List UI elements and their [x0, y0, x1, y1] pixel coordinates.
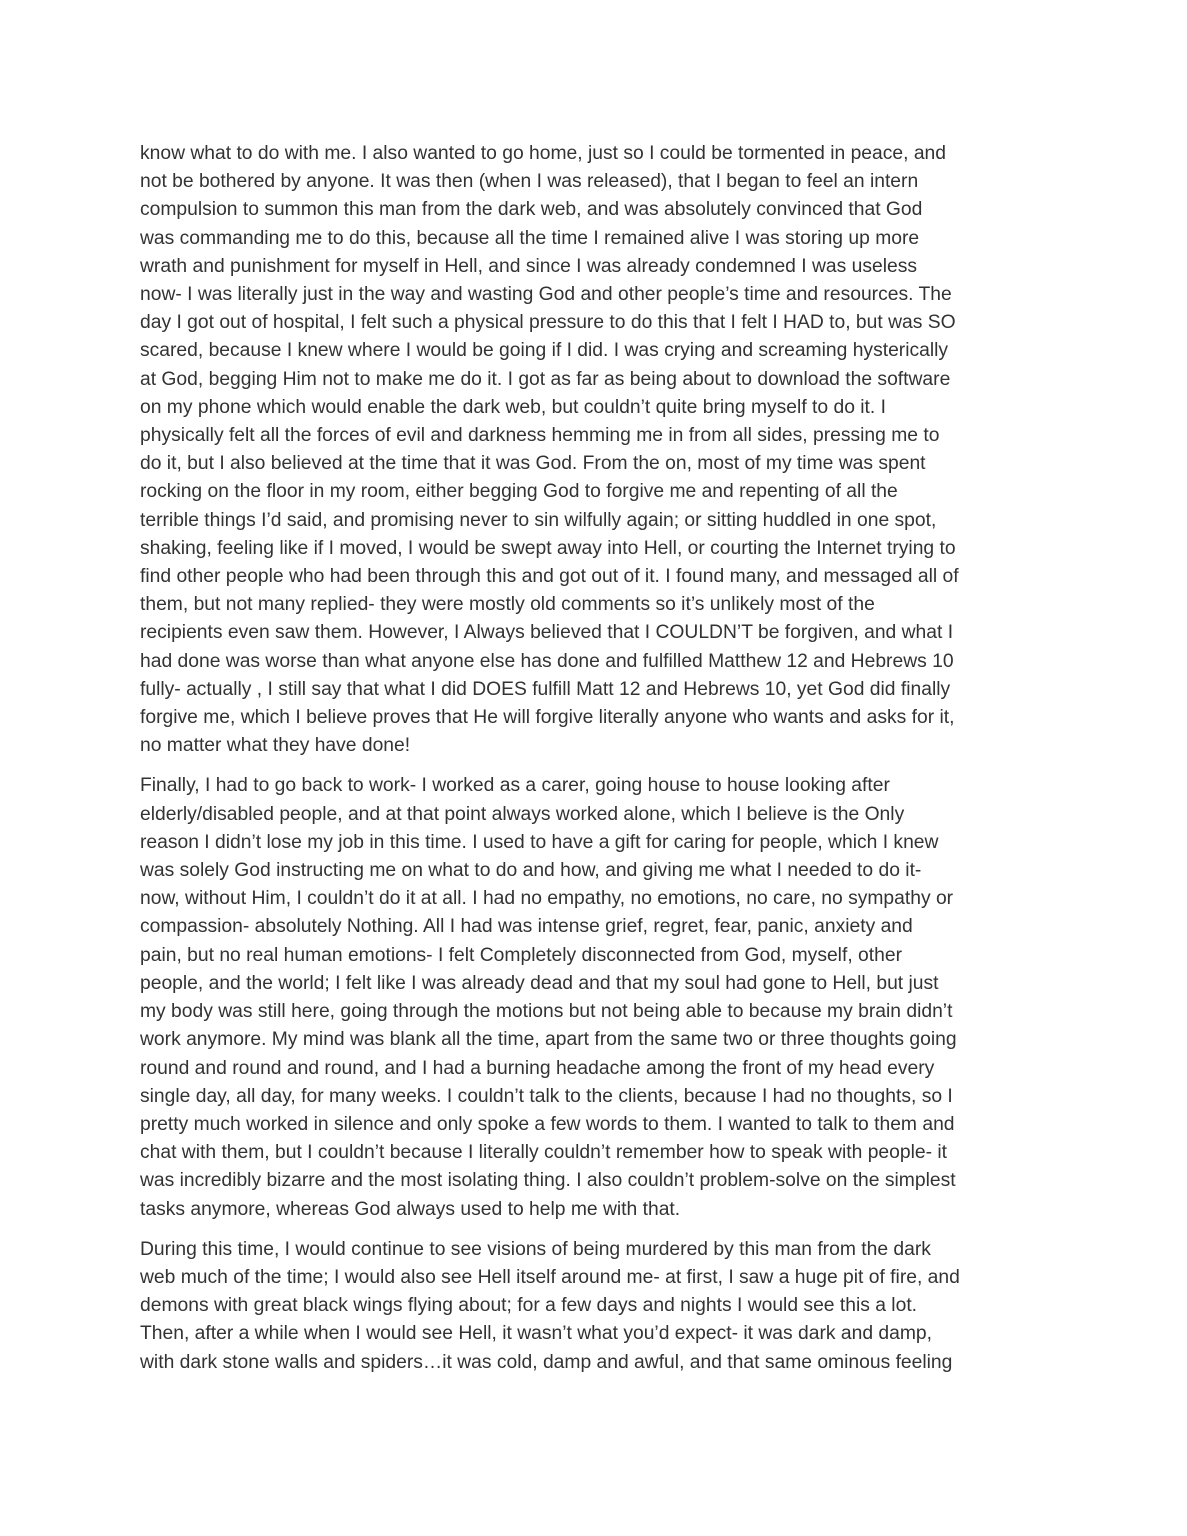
text-line: them, but not many replied- they were mostly old comments so it’s unlikely most of the — [140, 594, 875, 616]
text-line: scared, because I knew where I would be going if I did. I was crying and screaming hysterically — [140, 340, 949, 362]
text-line: had done was worse than what anyone else has done and fulfilled Matthew 12 and Hebrews 10 — [140, 650, 954, 672]
text-line: elderly/disabled people, and at that point always worked alone, which I believe is the Only — [140, 803, 905, 825]
text-line: web much of the time; I would also see Hell itself around me- at first, I saw a huge pit of fire, and — [140, 1266, 960, 1288]
text-line: was commanding me to do this, because all the time I remained alive I was storing up more — [140, 227, 920, 249]
text-line: forgive me, which I believe proves that He will forgive literally anyone who wants and asks for it, — [140, 707, 955, 729]
text-line: no matter what they have done! — [140, 735, 411, 757]
paragraph-3 — [140, 1236, 1058, 1377]
text-line: now, without Him, I couldn’t do it at all. I had no empathy, no emotions, no care, no sympathy or — [140, 888, 954, 910]
text-line: rocking on the floor in my room, either begging God to forgive me and repenting of all the — [140, 481, 898, 503]
text-line: was solely God instructing me on what to do and how, and giving me what I needed to do it- — [140, 860, 922, 882]
text-line: During this time, I would continue to see visions of being murdered by this man from the dark — [140, 1238, 931, 1260]
text-line: know what to do with me. I also wanted to go home, just so I could be tormented in peace, and — [140, 143, 946, 164]
text-line: single day, all day, for many weeks. I couldn’t talk to the clients, because I had no thoughts, so I — [140, 1085, 953, 1107]
text-line: recipients even saw them. However, I Always believed that I COULDN’T be forgiven, and what I — [140, 622, 954, 644]
text-line: shaking, feeling like if I moved, I would be swept away into Hell, or courting the Internet trying to — [140, 537, 956, 559]
text-line: at God, begging Him not to make me do it. I got as far as being about to download the software — [140, 368, 951, 390]
text-line: pain, but no real human emotions- I felt Completely disconnected from God, myself, other — [140, 944, 902, 966]
text-line: wrath and punishment for myself in Hell, and since I was already condemned I was useless — [140, 255, 917, 277]
text-line: day I got out of hospital, I felt such a physical pressure to do this that I felt I HAD to, but was SO — [140, 312, 956, 334]
text-line: with dark stone walls and spiders…it was cold, damp and awful, and that same ominous feeling — [140, 1351, 953, 1373]
text-line: compulsion to summon this man from the dark web, and was absolutely convinced that God — [140, 199, 923, 221]
text-line: chat with them, but I couldn’t because I literally couldn’t remember how to speak with people- it — [140, 1142, 948, 1164]
paragraph-1 — [140, 140, 1058, 760]
text-line: on my phone which would enable the dark web, but couldn’t quite bring myself to do it. I — [140, 396, 886, 418]
text-line: people, and the world; I felt like I was already dead and that my soul had gone to Hell, but just — [140, 972, 939, 994]
text-line: Then, after a while when I would see Hell, it wasn’t what you’d expect- it was dark and damp, — [140, 1323, 932, 1345]
text-line: compassion- absolutely Nothing. All I had was intense grief, regret, fear, panic, anxiety and — [140, 916, 913, 938]
text-line: work anymore. My mind was blank all the time, apart from the same two or three thoughts going — [140, 1029, 957, 1051]
text-line: my body was still here, going through the motions but not being able to because my brain didn’t — [140, 1001, 953, 1023]
text-line: terrible things I’d said, and promising never to sin wilfully again; or sitting huddled in one spot, — [140, 509, 937, 531]
text-line: now- I was literally just in the way and wasting God and other people’s time and resources. The — [140, 284, 952, 306]
paragraph-2 — [140, 772, 1058, 1223]
text-line: not be bothered by anyone. It was then (when I was released), that I began to feel an intern — [140, 171, 919, 193]
text-line: reason I didn’t lose my job in this time. I used to have a gift for caring for people, which I knew — [140, 831, 939, 853]
text-line: pretty much worked in silence and only spoke a few words to them. I wanted to talk to them and — [140, 1113, 955, 1135]
text-line: fully- actually , I still say that what I did DOES fulfill Matt 12 and Hebrews 10, yet God did finally — [140, 678, 951, 700]
document-body — [140, 140, 1058, 1389]
text-line: round and round and round, and I had a burning headache among the front of my head every — [140, 1057, 935, 1079]
text-line: do it, but I also believed at the time that it was God. From the on, most of my time was spent — [140, 453, 926, 475]
text-line: Finally, I had to go back to work- I worked as a carer, going house to house looking after — [140, 775, 890, 797]
text-line: was incredibly bizarre and the most isolating thing. I also couldn’t problem-solve on the simplest — [140, 1170, 956, 1192]
text-line: demons with great black wings flying about; for a few days and nights I would see this a lot. — [140, 1295, 918, 1317]
text-line: find other people who had been through this and got out of it. I found many, and messaged all of — [140, 566, 959, 588]
text-line: physically felt all the forces of evil and darkness hemming me in from all sides, pressing me to — [140, 425, 940, 447]
text-line: tasks anymore, whereas God always used to help me with that. — [140, 1198, 681, 1220]
